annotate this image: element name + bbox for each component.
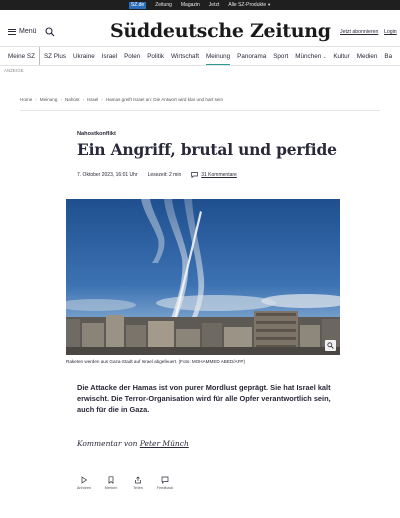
nav-item-politik[interactable]: Politik xyxy=(147,52,165,60)
feedback-icon xyxy=(161,476,169,484)
chevron-down-icon: ▼ xyxy=(267,2,272,7)
site-logo[interactable]: Süddeutsche Zeitung xyxy=(110,20,331,42)
divider xyxy=(20,110,380,111)
topbar-link-magazin[interactable]: Magazin xyxy=(180,2,200,8)
nav-item-israel[interactable]: Israel xyxy=(101,52,118,60)
comment-icon xyxy=(191,172,198,178)
article-meta xyxy=(77,172,237,178)
topbar-link-products[interactable] xyxy=(228,0,271,10)
listen-button[interactable] xyxy=(76,476,92,490)
chevron-right-icon: › xyxy=(60,97,62,102)
nav-item-muenchen[interactable] xyxy=(295,47,326,66)
play-icon xyxy=(80,476,88,484)
rocket-launch-image xyxy=(66,199,340,355)
breadcrumb-home[interactable]: Home xyxy=(20,97,33,102)
photo-caption: Raketen werden aus Gaza-Stadt auf Israel abgefeuert. (Foto: MOHAMMED ABED/AFP) xyxy=(66,359,245,364)
topbar-link-jetzt[interactable]: Jetzt xyxy=(208,2,220,8)
magnifier-icon xyxy=(327,342,334,349)
nav-item-meinung[interactable]: Meinung xyxy=(206,47,230,66)
breadcrumb-current: Hamas greift Israel an: Die Antwort wird klar und hart sein xyxy=(105,97,224,102)
breadcrumb-israel[interactable]: Israel xyxy=(87,97,99,102)
nav-item-muenchen-label: München xyxy=(295,52,322,60)
nav-item-sport[interactable]: Sport xyxy=(273,52,289,60)
article-lead: Die Attacke der Hamas ist von purer Mordlust geprägt. Sie hat Israel kalt erwischt. Die Terror-Organisation wird für alle Opfer verantwortlich sein, auch für die in Gaza. xyxy=(77,383,331,414)
article-kicker: Nahostkonflikt xyxy=(77,131,116,137)
bookmark-button[interactable] xyxy=(103,476,119,490)
nav-item-sz-plus[interactable]: SZ Plus xyxy=(39,47,66,66)
nav-item-polen[interactable]: Polen xyxy=(124,52,141,60)
article-photo[interactable] xyxy=(66,199,340,355)
listen-label: Anhören xyxy=(76,486,92,490)
share-button[interactable] xyxy=(130,476,146,490)
chevron-right-icon: › xyxy=(101,97,103,102)
search-icon[interactable] xyxy=(45,27,55,37)
topbar-link-sz-de[interactable]: SZ.de xyxy=(130,1,145,8)
breadcrumb-meinung[interactable]: Meinung xyxy=(39,97,58,102)
article-body-fade xyxy=(77,512,317,518)
nav-item-medien[interactable]: Medien xyxy=(356,52,378,60)
ad-label: ANZEIGE xyxy=(4,68,24,73)
masthead xyxy=(0,10,400,46)
main-nav xyxy=(0,46,400,66)
top-bar xyxy=(0,0,400,10)
feedback-label: Feedback xyxy=(156,486,174,490)
article-actions xyxy=(76,476,173,490)
chevron-right-icon: › xyxy=(82,97,85,102)
zoom-button[interactable] xyxy=(325,340,336,351)
author-link[interactable]: Peter Münch xyxy=(139,439,189,448)
subscribe-link[interactable]: Jetzt abonnieren xyxy=(340,29,379,35)
share-label: Teilen xyxy=(133,486,143,490)
nav-item-kultur[interactable]: Kultur xyxy=(333,52,350,60)
topbar-products-label: Alle SZ-Produkte xyxy=(228,2,267,8)
menu-button[interactable] xyxy=(8,28,37,35)
topbar-link-zeitung[interactable]: Zeitung xyxy=(155,2,172,8)
breadcrumb-nahost[interactable]: Nahost xyxy=(64,97,80,102)
breadcrumb xyxy=(20,97,223,102)
login-link[interactable]: Login xyxy=(384,29,397,35)
article-headline: Ein Angriff, brutal und perfide xyxy=(77,140,337,159)
reading-time: Lesezeit: 2 min xyxy=(147,172,182,178)
chevron-right-icon: › xyxy=(35,97,37,102)
comments-link[interactable]: 31 Kommentare xyxy=(201,172,237,178)
share-icon xyxy=(134,476,142,484)
bookmark-icon xyxy=(107,476,115,484)
feedback-button[interactable] xyxy=(157,476,173,490)
hamburger-icon xyxy=(8,29,16,35)
bookmark-label: Merken xyxy=(104,486,118,490)
article-date: 7. Oktober 2023, 16:01 Uhr xyxy=(77,172,138,178)
author-prefix: Kommentar von xyxy=(77,439,138,448)
menu-label: Menü xyxy=(19,28,37,35)
author-line xyxy=(77,439,189,448)
chevron-down-icon: ⌄ xyxy=(322,53,327,59)
nav-item-meine-sz[interactable]: Meine SZ xyxy=(8,52,35,60)
nav-item-panorama[interactable]: Panorama xyxy=(237,52,267,60)
nav-item-ukraine[interactable]: Ukraine xyxy=(73,52,95,60)
nav-item-wirtschaft[interactable]: Wirtschaft xyxy=(171,52,200,60)
nav-item-bayern[interactable]: Ba xyxy=(384,52,393,60)
